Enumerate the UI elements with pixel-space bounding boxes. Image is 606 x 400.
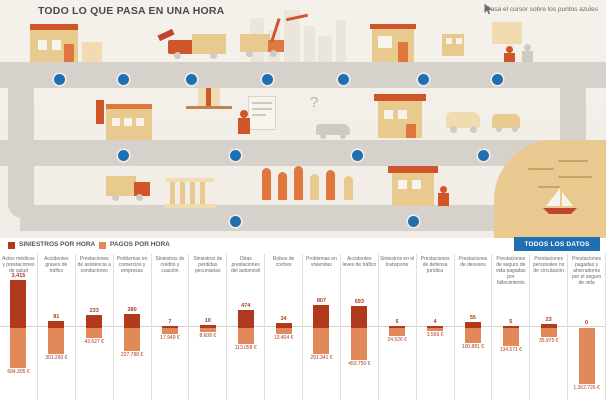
hotspot-5[interactable] — [338, 74, 349, 85]
bar-pagos — [238, 328, 254, 344]
bar-value-pagos: 1.362.726 € — [573, 385, 600, 391]
truck-wheel — [270, 50, 277, 57]
warehouse-window — [38, 40, 47, 50]
van-wheel — [450, 126, 457, 133]
bar-pagos — [10, 328, 26, 368]
bar-pagos — [389, 328, 405, 336]
truck-cab — [168, 40, 194, 54]
truck-wheel — [136, 194, 143, 201]
shop-awning — [370, 24, 416, 29]
bar-pagos — [86, 328, 102, 338]
bar-value-siniestros: 7 — [168, 319, 172, 325]
office-window — [446, 38, 452, 44]
bar-siniestros — [238, 310, 254, 328]
house-window — [398, 110, 407, 119]
factory-window — [112, 118, 120, 126]
bar-value-siniestros: 4 — [433, 319, 437, 325]
legend-label-pagos: PAGOS POR HORA — [110, 241, 170, 248]
column-category-label: Prestaciones de defensa jurídica — [420, 256, 450, 274]
warehouse-roof — [30, 24, 78, 30]
person-body — [438, 193, 449, 206]
hotspot-8[interactable] — [118, 150, 129, 161]
car-wheel — [340, 133, 346, 139]
bar-value-pagos: 43.627 € — [84, 339, 104, 345]
chart-column[interactable] — [189, 254, 227, 400]
hotspot-13[interactable] — [408, 216, 419, 227]
bar-value-siniestros: 693 — [354, 299, 364, 305]
road-segment — [20, 205, 500, 231]
cypress-tree — [344, 176, 353, 200]
house-roof — [374, 94, 426, 101]
document-line — [252, 108, 272, 110]
person-head — [506, 46, 513, 53]
house-building — [392, 172, 434, 206]
legend-label-siniestros: SINIESTROS POR HORA — [19, 241, 96, 248]
road-curve — [560, 62, 586, 152]
bar-value-pagos: 113.058 € — [234, 345, 257, 351]
bar-chart — [0, 254, 606, 400]
hotspot-2[interactable] — [118, 74, 129, 85]
hotspot-7[interactable] — [492, 74, 503, 85]
column-category-label: Accidentes leves de tráfico — [342, 256, 377, 268]
bar-value-siniestros: 474 — [241, 303, 251, 309]
hotspot-4[interactable] — [262, 74, 273, 85]
factory-chimney — [96, 100, 104, 124]
chart-column[interactable] — [455, 254, 493, 400]
bar-siniestros — [351, 306, 367, 328]
bar-value-siniestros: 81 — [53, 314, 60, 320]
bar-value-pagos: 291.341 € — [310, 355, 333, 361]
bar-pagos — [427, 328, 443, 331]
column-category-label: Prestaciones de seguro de vida pagadas por fallecimiento — [495, 256, 526, 286]
hotspot-12[interactable] — [230, 216, 241, 227]
chart-column[interactable] — [303, 254, 341, 400]
bar-siniestros — [10, 280, 26, 328]
bar-value-pagos: 100.881 € — [461, 344, 485, 350]
cargo-truck-body — [240, 34, 270, 52]
bar-value-pagos: 3.566 € — [426, 332, 444, 338]
truck-wheel — [174, 52, 181, 59]
bar-value-pagos: 453.750 € — [348, 361, 371, 367]
bar-value-pagos: 301.260 € — [45, 355, 68, 361]
bar-pagos — [200, 328, 216, 332]
all-data-button[interactable]: TODOS LOS DATOS — [514, 237, 600, 251]
person-head — [240, 110, 248, 118]
shelf — [186, 106, 232, 109]
chart-column[interactable] — [492, 254, 530, 400]
hover-hint: Pasa el cursor sobre los puntos azules — [486, 6, 598, 13]
courthouse-column — [170, 182, 175, 204]
bar-siniestros — [86, 315, 102, 328]
column-category-label: Siniestros de pérdidas pecuniarias — [193, 256, 223, 274]
column-category-label: Prestaciones pagadas y ahorradores por el seguro de vida — [571, 256, 602, 286]
person-body — [238, 118, 250, 134]
bar-value-siniestros: 34 — [280, 316, 287, 322]
bar-value-pagos: 35.975 € — [538, 338, 559, 344]
cypress-tree — [310, 174, 319, 200]
bar-value-siniestros: 5 — [509, 319, 513, 325]
document-line — [252, 114, 266, 116]
house-roof — [388, 166, 438, 173]
bar-siniestros — [48, 321, 64, 328]
wave-line — [528, 168, 554, 170]
chart-column[interactable] — [152, 254, 190, 400]
chart-column[interactable] — [379, 254, 417, 400]
chart-column[interactable] — [76, 254, 114, 400]
chart-column[interactable] — [0, 254, 38, 400]
hotspot-1[interactable] — [54, 74, 65, 85]
column-category-label: Robos de coches — [272, 256, 295, 268]
question-mark-icon: ? — [310, 94, 319, 111]
chart-column[interactable] — [417, 254, 455, 400]
bar-pagos — [124, 328, 140, 351]
office-window — [456, 38, 462, 44]
bar-value-siniestros: 807 — [316, 298, 327, 304]
wave-line — [558, 160, 588, 162]
presentation-board — [492, 22, 522, 44]
legend-swatch-pagos — [99, 242, 106, 249]
courthouse-column — [180, 182, 185, 204]
hotspot-11[interactable] — [478, 150, 489, 161]
bar-value-siniestros: 280 — [127, 307, 137, 313]
column-category-label: Siniestros de crédito y caución — [155, 256, 185, 274]
hotspot-10[interactable] — [352, 150, 363, 161]
person-body — [522, 51, 533, 62]
house-window — [398, 180, 407, 189]
column-category-label: Otras prestaciones del automóvil — [230, 256, 261, 274]
bar-pagos — [541, 328, 557, 337]
bar-value-pagos: 13.404 € — [273, 335, 294, 341]
person-body — [504, 53, 515, 62]
sailboat-icon — [540, 186, 580, 216]
bar-pagos — [313, 328, 329, 354]
road-segment — [0, 62, 606, 88]
bar-value-siniestros: 6 — [395, 319, 399, 325]
person-head — [440, 186, 447, 193]
courthouse-column — [190, 182, 195, 204]
bar-value-pagos: 8.608 € — [199, 333, 217, 339]
bar-value-pagos: 227.788 € — [120, 352, 144, 358]
cypress-tree — [294, 166, 303, 200]
cypress-tree — [262, 168, 271, 200]
truck-trailer — [106, 176, 136, 196]
bar-siniestros — [124, 314, 140, 328]
legend-swatch-siniestros — [8, 242, 15, 249]
chart-column[interactable] — [114, 254, 152, 400]
bar-value-pagos: 684.305 € — [7, 369, 30, 375]
courthouse-base — [164, 204, 216, 208]
bar-value-siniestros: 233 — [89, 308, 99, 314]
column-category-label: Accidentes graves de tráfico — [44, 256, 69, 274]
chart-column[interactable] — [265, 254, 303, 400]
factory-roof — [106, 104, 152, 109]
bar-pagos — [48, 328, 64, 354]
bar-value-siniestros: 23 — [545, 317, 552, 323]
bar-pagos — [465, 328, 481, 343]
bar-value-pagos: 134.571 € — [499, 347, 522, 353]
column-category-label: Actos médicos y prestaciones de salud — [2, 256, 35, 274]
van-wheel — [470, 126, 477, 133]
bar-pagos — [579, 328, 595, 384]
truck-wheel — [210, 52, 217, 59]
warehouse-door — [64, 44, 74, 62]
column-category-label: Prestaciones de decesos — [458, 256, 488, 268]
house-window — [412, 180, 421, 189]
bar-pagos — [162, 328, 178, 334]
person-head — [524, 44, 531, 51]
shop-window — [378, 36, 392, 48]
bar-pagos — [276, 328, 292, 334]
bar-value-siniestros: 55 — [469, 315, 476, 321]
page-title: TODO LO QUE PASA EN UNA HORA — [38, 5, 225, 17]
shop-door — [398, 42, 408, 62]
chart-column[interactable] — [341, 254, 379, 400]
column-category-label: Siniestros en el transporte — [380, 256, 415, 268]
factory-window — [124, 118, 132, 126]
hotspot-3[interactable] — [186, 74, 197, 85]
document-line — [252, 102, 272, 104]
car-wheel — [320, 133, 326, 139]
bar-value-pagos: 17.949 € — [160, 335, 180, 341]
house-window — [384, 110, 393, 119]
bar-value-siniestros: 3.415 — [11, 273, 26, 279]
cypress-tree — [278, 172, 287, 200]
factory-window — [136, 118, 144, 126]
courthouse-column — [200, 182, 205, 204]
small-shed — [82, 42, 102, 62]
car-wheel — [496, 126, 502, 132]
column-category-label: Prestaciones personales no de circulación — [532, 256, 565, 274]
parcel-ribbon — [206, 88, 211, 106]
hotspot-6[interactable] — [418, 74, 429, 85]
column-category-label: Prestaciones de asistencia a conductores — [77, 256, 111, 274]
column-category-label: Problemas en viviendas — [306, 256, 337, 268]
road-curve — [8, 140, 34, 218]
bar-value-siniestros: 10 — [204, 318, 211, 324]
chart-column[interactable] — [227, 254, 265, 400]
bar-value-pagos: 24.526 € — [387, 337, 407, 343]
warehouse-window — [52, 40, 61, 50]
bar-value-siniestros: 0 — [585, 320, 589, 326]
car-wheel — [512, 126, 518, 132]
bar-pagos — [351, 328, 367, 360]
truck-wheel — [112, 194, 119, 201]
bar-siniestros — [313, 305, 329, 328]
chart-column[interactable] — [568, 254, 606, 400]
wave-line — [558, 176, 592, 178]
chart-column[interactable] — [530, 254, 568, 400]
house-door — [406, 124, 416, 138]
chart-column[interactable] — [38, 254, 76, 400]
hotspot-9[interactable] — [230, 150, 241, 161]
truck-wheel — [246, 50, 253, 57]
truck-trailer — [192, 34, 226, 54]
cypress-tree — [326, 170, 335, 200]
column-category-label: Problemas en comercios y empresas — [116, 256, 148, 274]
bar-pagos — [503, 328, 519, 346]
